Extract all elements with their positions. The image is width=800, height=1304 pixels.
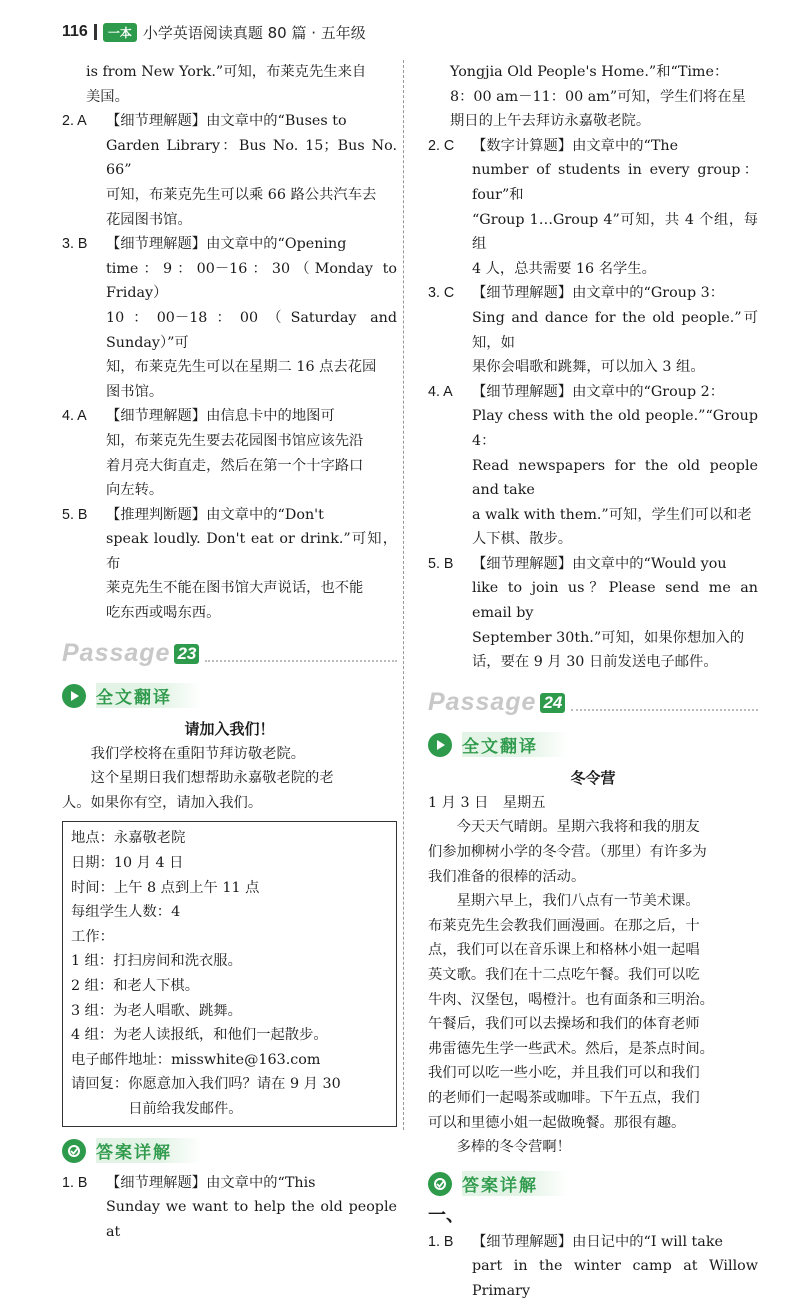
answer-text: 【推理判断题】由文章中的“Don't speak loudly. Don't eat or drink.”可知，布 莱克先生不能在图书馆大声说话，也不能 吃东西或喝东西。 xyxy=(106,506,397,622)
answers-label: 答案详解 xyxy=(462,1171,568,1196)
info-box xyxy=(62,821,397,1126)
left-column xyxy=(62,60,397,1244)
answer-item xyxy=(62,1171,397,1245)
series-badge: 一本 xyxy=(103,23,137,42)
answers-heading xyxy=(62,1137,397,1165)
diary-date: 1 月 3 日 星期五 xyxy=(428,794,546,811)
passage-number: 24 xyxy=(540,693,565,713)
article-title: 请加入我们！ xyxy=(184,719,275,738)
page-number: 116 xyxy=(62,23,88,40)
answer-item xyxy=(428,1230,758,1304)
answer-item xyxy=(428,134,758,282)
answer-number: 1. B xyxy=(62,1174,88,1191)
answer-text: 【数字计算题】由文章中的“The number of students in every group：four”和 “Group 1…Group 4”可知，共 4 个组，每组 4 人，总共需要 16 名学生。 xyxy=(472,137,758,277)
dotted-rule xyxy=(205,646,397,662)
answer-text: 【细节理解题】由文章中的“Opening time：9：00－16：30（Monday to Friday） 10：00－18：00（Saturday and Sunday）”可 知，布莱克先生可以在星期二 16 点去花园 图书馆。 xyxy=(106,236,397,400)
answer-number: 3. C xyxy=(428,285,455,302)
column-divider xyxy=(403,60,404,1130)
answer-item xyxy=(428,552,758,675)
answer-item xyxy=(62,109,397,232)
info-line: 地点：永嘉敬老院 xyxy=(71,830,186,847)
prev-answer-continuation: 8：00 am－11：00 am”可知，学生们将在星 xyxy=(450,88,746,105)
answer-number: 5. B xyxy=(62,506,88,523)
answer-text: 【细节理解题】由日记中的“I will take part in the winter camp at Willow Primary xyxy=(472,1233,758,1299)
answer-number: 4. A xyxy=(428,383,453,400)
play-icon xyxy=(428,733,452,757)
page-header xyxy=(62,18,366,46)
paragraph: 我们学校将在重阳节拜访敬老院。 xyxy=(90,745,306,762)
answer-text: 【细节理解题】由文章中的“Buses to Garden Library：Bus No. 15；Bus No. 66” 可知，布莱克先生可以乘 66 路公共汽车去 花园图书馆。 xyxy=(106,113,397,228)
info-line: 4 组：为老人读报纸，和他们一起散步。 xyxy=(71,1027,328,1044)
dotted-rule xyxy=(571,695,758,711)
info-line: 工作： xyxy=(71,928,114,945)
answer-item xyxy=(62,404,397,502)
prev-answer-continuation: Yongjia Old People's Home.”和“Time： xyxy=(450,64,729,80)
answer-text: 【细节理解题】由文章中的“Group 2： Play chess with the old people.”“Group 4： Read newspapers for the old people and take a walk with them.”可知，学生们可以和老 人下棋、散步。 xyxy=(472,383,758,548)
play-icon xyxy=(62,684,86,708)
translation-heading xyxy=(62,682,397,710)
paragraph: 人。如果你有空，请加入我们。 xyxy=(62,794,263,811)
paragraph: 多棒的冬令营啊！ xyxy=(456,1139,571,1156)
book-title: 小学英语阅读真题 80 篇 · 五年级 xyxy=(142,23,366,42)
answer-number: 4. A xyxy=(62,408,87,425)
answers-heading xyxy=(428,1170,758,1198)
answer-text: 【细节理解题】由文章中的“This Sunday we want to help the old people at xyxy=(106,1174,397,1240)
answers-icon xyxy=(62,1139,86,1163)
section-mark: 一、 xyxy=(428,1204,464,1226)
info-line: 日期：10 月 4 日 xyxy=(71,855,184,872)
info-line: 每组学生人数：4 xyxy=(71,904,181,921)
answer-text: 【细节理解题】由文章中的“Would you like to join us？Please send me an email by September 30th.”可知，如果你想加入的 话，要在 9 月 30 日前发送电子邮件。 xyxy=(472,555,758,671)
answer-item xyxy=(428,281,758,379)
answer-number: 1. B xyxy=(428,1233,454,1250)
prev-answer-continuation: 美国。 xyxy=(86,88,129,105)
answer-number: 2. A xyxy=(62,113,87,130)
article-title: 冬令营 xyxy=(570,768,616,787)
passage-heading xyxy=(428,685,758,721)
info-line: 日前给我发邮件。 xyxy=(128,1100,243,1117)
translation-label: 全文翻译 xyxy=(96,683,202,708)
info-line: 2 组：和老人下棋。 xyxy=(71,978,200,994)
paragraph: 这个星期日我们想帮助永嘉敬老院的老 xyxy=(90,770,334,787)
answers-icon xyxy=(428,1172,452,1196)
translation-heading xyxy=(428,731,758,759)
answer-text: 【细节理解题】由文章中的“Group 3： Sing and dance for the old people.”可知，如 果你会唱歌和跳舞，可以加入 3 组。 xyxy=(472,285,758,376)
answer-text: 【细节理解题】由信息卡中的地图可 知，布莱克先生要去花园图书馆应该先沿 着月亮大街直走，然后在第一个十字路口 向左转。 xyxy=(106,408,364,499)
info-line: 请回复：你愿意加入我们吗？请在 9 月 30 xyxy=(71,1076,341,1093)
info-line: 1 组：打扫房间和洗衣服。 xyxy=(71,953,242,970)
prev-answer-continuation: 期日的上午去拜访永嘉敬老院。 xyxy=(450,113,651,130)
right-column xyxy=(428,60,758,1304)
passage-label: Passage xyxy=(62,639,171,668)
passage-label: Passage xyxy=(428,688,537,717)
answer-item xyxy=(62,232,397,404)
passage-heading xyxy=(62,636,397,672)
info-line: 3 组：为老人唱歌、跳舞。 xyxy=(71,1002,242,1019)
header-separator xyxy=(94,24,97,40)
answer-number: 5. B xyxy=(428,555,454,572)
answer-number: 3. B xyxy=(62,236,88,253)
answer-number: 2. C xyxy=(428,137,455,154)
answer-item xyxy=(428,380,758,552)
passage-number: 23 xyxy=(174,644,199,664)
paragraph: 星期六早上，我们八点有一节美术课。 布莱克先生会教我们画漫画。在那之后，十 点，我们可以在音乐课上和格林小姐一起唱 英文歌。我们在十二点吃午餐。我们可以吃 牛肉、汉堡包，喝橙汁。也有面条和三明治。 午餐后，我们可以去操场和我们的体育老师 弗雷德先生学一些武术。然后，是茶点时间。 我们可以吃一些小吃，并且我们可以和我们 的老师们一起喝茶或咖啡。下午五点，我们 可以和里德小姐一起做晚餐。那很有趣。 xyxy=(428,893,714,1131)
info-line: 电子邮件地址：misswhite@163.com xyxy=(71,1051,321,1068)
translation-label: 全文翻译 xyxy=(462,732,568,757)
answer-item xyxy=(62,503,397,626)
prev-answer-continuation: is from New York.”可知，布莱克先生来自 xyxy=(86,64,367,80)
info-line: 时间：上午 8 点到上午 11 点 xyxy=(71,879,260,896)
paragraph: 今天天气晴朗。星期六我将和我的朋友 们参加柳树小学的冬令营。（那里）有许多为 我们准备的很棒的活动。 xyxy=(428,819,707,885)
answers-label: 答案详解 xyxy=(96,1138,202,1163)
